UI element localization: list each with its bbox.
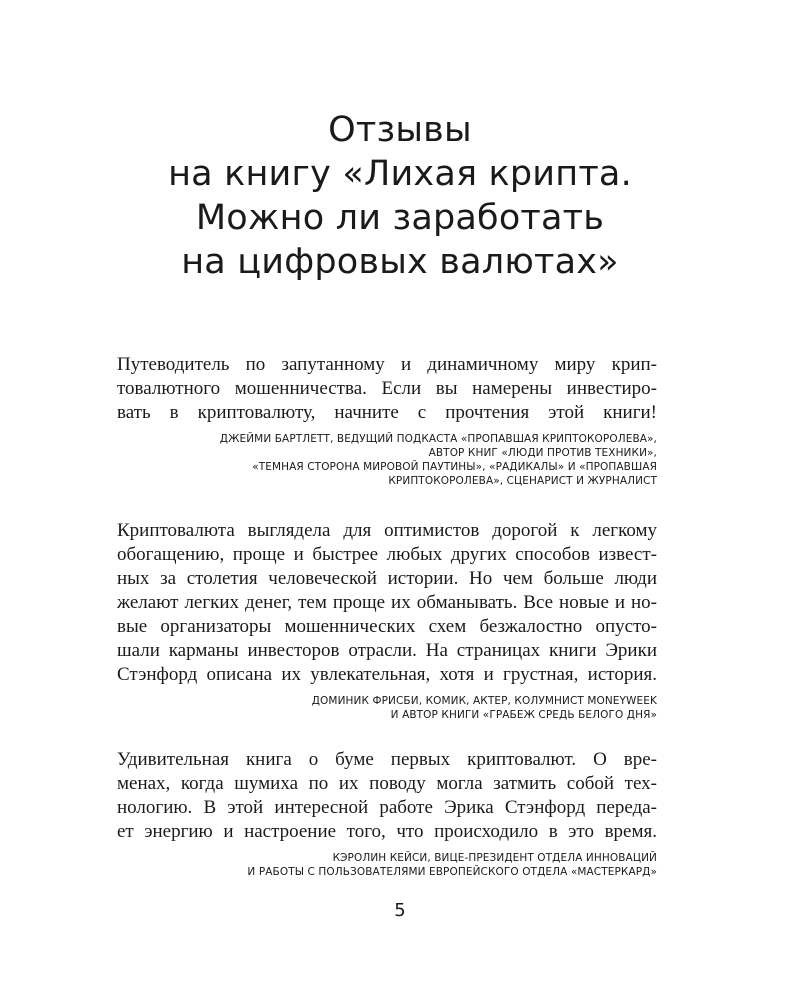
attribution-line: ДЖЕЙМИ БАРТЛЕТТ, ВЕДУЩИЙ ПОДКАСТА «ПРОПАВШАЯ КРИПТОКОРОЛЕВА»,: [219, 433, 657, 445]
quote-line: вые организаторы мошеннических схем безжалостно опусто-: [117, 616, 657, 637]
title-line: на книгу «Лихая крипта.: [168, 154, 632, 194]
quote-line: вать в криптовалюту, начните с прочтения этой книги!: [117, 402, 657, 423]
title-line: на цифровых валютах»: [181, 242, 619, 282]
quote-line: Криптовалюта выглядела для оптимистов дорогой к легкому: [117, 520, 657, 541]
attribution-line: КРИПТОКОРОЛЕВА», СЦЕНАРИСТ И ЖУРНАЛИСТ: [388, 475, 657, 487]
attribution-line: КЭРОЛИН КЕЙСИ, ВИЦЕ-ПРЕЗИДЕНТ ОТДЕЛА ИННОВАЦИЙ: [332, 852, 657, 864]
quote-line: Стэнфорд описана их увлекательная, хотя и грустная, история.: [117, 664, 657, 685]
page-title: [0, 108, 800, 284]
review-attribution: [117, 694, 657, 722]
review-bartlett: [117, 353, 657, 488]
quote-line: менах, когда шумиха по их поводу могла затмить собой тех-: [117, 773, 657, 794]
quote-line: Путеводитель по запутанному и динамичному миру крип-: [117, 354, 657, 375]
review-attribution: [117, 432, 657, 488]
attribution-line: АВТОР КНИГ «ЛЮДИ ПРОТИВ ТЕХНИКИ»,: [428, 447, 657, 459]
quote-line: Удивительная книга о буме первых криптовалют. О вре-: [117, 749, 657, 770]
attribution-line: ДОМИНИК ФРИСБИ, КОМИК, АКТЕР, КОЛУМНИСТ MONEYWEEK: [311, 695, 657, 707]
review-attribution: [117, 851, 657, 879]
review-quote: [117, 519, 657, 687]
attribution-line: И РАБОТЫ С ПОЛЬЗОВАТЕЛЯМИ ЕВРОПЕЙСКОГО ОТДЕЛА «МАСТЕРКАРД»: [247, 866, 657, 878]
quote-line: ных за столетия человеческой истории. Но чем больше люди: [117, 568, 657, 589]
review-frisby: [117, 519, 657, 722]
title-line: Отзывы: [328, 110, 472, 150]
quote-line: желают легких денег, тем проще их обманывать. Все новые и но-: [117, 592, 657, 613]
quote-line: ет энергию и настроение того, что происходило в это время.: [117, 821, 657, 842]
quote-line: шали карманы инвесторов отрасли. На страницах книги Эрики: [117, 640, 657, 661]
quote-line: нологию. В этой интересной работе Эрика Стэнфорд переда-: [117, 797, 657, 818]
attribution-line: И АВТОР КНИГИ «ГРАБЕЖ СРЕДЬ БЕЛОГО ДНЯ»: [390, 709, 657, 721]
quote-line: товалютного мошенничества. Если вы намерены инвестиро-: [117, 378, 657, 399]
review-quote: [117, 353, 657, 425]
review-quote: [117, 748, 657, 844]
attribution-line: «ТЕМНАЯ СТОРОНА МИРОВОЙ ПАУТИНЫ», «РАДИКАЛЫ» И «ПРОПАВШАЯ: [252, 461, 657, 473]
quote-line: обогащению, проще и быстрее любых других способов извест-: [117, 544, 657, 565]
page-number: 5: [394, 900, 406, 921]
title-line: Можно ли заработать: [195, 198, 605, 238]
review-casey: [117, 748, 657, 879]
